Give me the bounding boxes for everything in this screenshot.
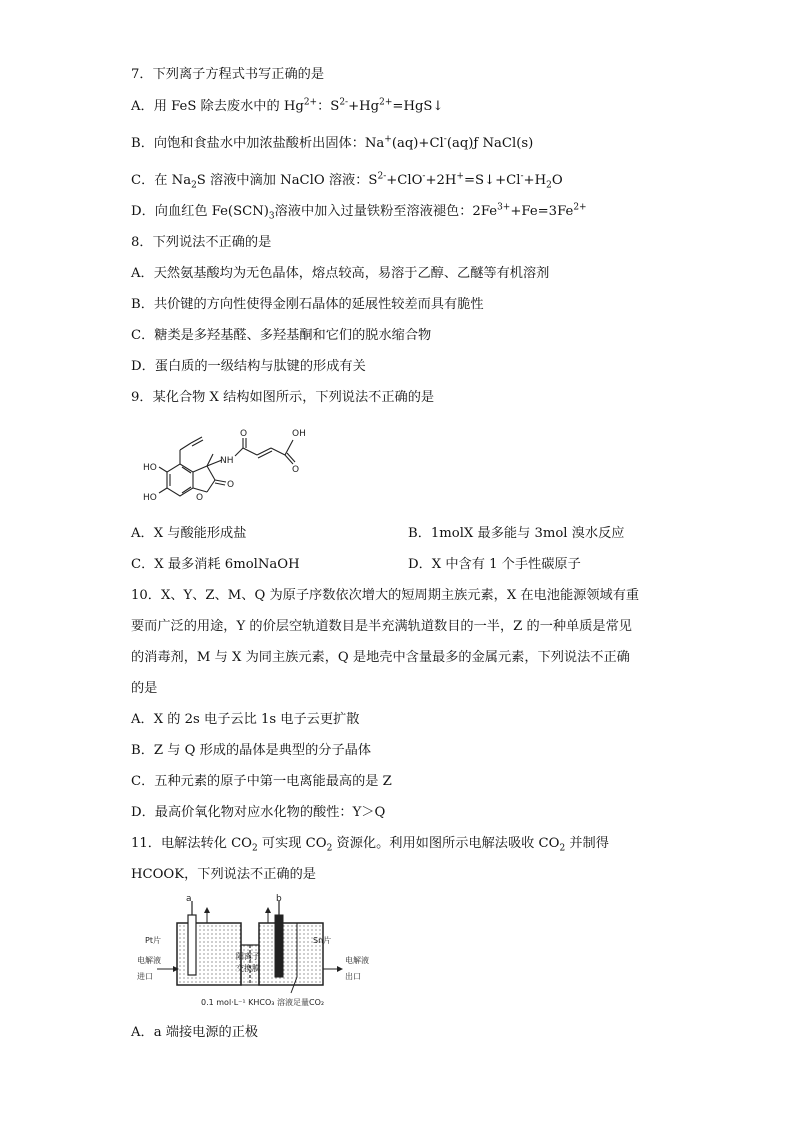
q10-option-b: B．Z 与 Q 形成的晶体是典型的分子晶体 <box>131 743 372 758</box>
outlet-label-2: 出口 <box>345 972 361 981</box>
electrolysis-cell-diagram <box>135 893 375 1013</box>
compound-x-structure <box>135 420 325 516</box>
sn-label: Sn片 <box>313 936 332 945</box>
o-label-acid: O <box>292 465 300 475</box>
q10-option-d: D．最高价氧化物对应水化物的酸性：Y＞Q <box>131 805 386 820</box>
q8-option-b: B．共价键的方向性使得金刚石晶体的延展性较差而具有脆性 <box>131 297 484 312</box>
q10-option-c: C．五种元素的原子中第一电离能最高的是 Z <box>131 774 392 789</box>
co2-label: 足量CO₂ <box>293 998 325 1007</box>
pt-electrode <box>188 915 196 975</box>
pt-label: Pt片 <box>145 936 161 945</box>
q7-option-b: B．向饱和食盐水中加浓盐酸析出固体：Na+(aq)+Cl-(aq)ƒ NaCl(s) <box>131 134 534 151</box>
q11-stem-line-2: HCOOK，下列说法不正确的是 <box>131 867 316 882</box>
nh-label: NH <box>220 456 234 466</box>
terminal-b-label: b <box>276 894 282 904</box>
membrane-label-1: 阳离子 <box>236 952 260 961</box>
q11-stem-line-1: 11．电解法转化 $CO_2$ 可实现 $CO_2$ 资源化。利用如图所示电解法吸收 $CO_2$ 并制得 <box>131 836 609 854</box>
inlet-label-1: 电解液 <box>137 956 161 965</box>
q8-stem: 8．下列说法不正确的是 <box>131 235 272 250</box>
q10-option-a: A．X 的 2s 电子云比 1s 电子云更扩散 <box>131 712 360 727</box>
q7-option-c: C．在 $Na_2S$ 溶液中滴加 NaClO 溶液：$S^{2-}+ClO^-+2H^+=S↓+Cl^-+H_2O$ <box>131 171 563 191</box>
q7-stem: 7．下列离子方程式书写正确的是 <box>131 67 325 82</box>
membrane-label-2: 交换膜 <box>236 964 260 973</box>
q8-option-d: D．蛋白质的一级结构与肽键的形成有关 <box>131 359 366 374</box>
q9-stem: 9．某化合物 X 结构如图所示，下列说法不正确的是 <box>131 390 435 405</box>
o-label-amide: O <box>240 429 248 439</box>
q11-option-a: A．a 端接电源的正极 <box>131 1025 259 1040</box>
q10-stem-line-1: 10．X、Y、Z、M、Q 为原子序数依次增大的短周期主族元素，X 在电池能源领域有重 <box>131 588 640 603</box>
terminal-a-label: a <box>186 894 192 904</box>
q10-stem-line-4: 的是 <box>131 681 158 696</box>
ho-label-1: HO <box>143 463 157 473</box>
o-label-ring: O <box>196 493 204 503</box>
o-label-ketone: O <box>227 480 235 490</box>
outlet-label-1: 电解液 <box>345 956 369 965</box>
sn-electrode <box>275 915 283 977</box>
q7-option-a: A．用 FeS 除去废水中的 $Hg^{2+}$：$S^{2-}+Hg^{2+}=HgS↓$ <box>131 97 444 114</box>
q7-option-d: D．向血红色 $Fe(SCN)_3$溶液中加入过量铁粉至溶液褪色：$2Fe^{3+}+Fe=3Fe^{2+}$ <box>131 202 587 222</box>
anode-chamber <box>177 923 241 985</box>
q8-option-a: A．天然氨基酸均为无色晶体，熔点较高，易溶于乙醇、乙醚等有机溶剂 <box>131 266 550 281</box>
q9-option-a: A．X 与酸能形成盐 <box>131 526 247 541</box>
solution-label: 0.1 mol·L⁻¹ KHCO₃ 溶液 <box>201 998 294 1007</box>
q10-stem-line-3: 的消毒剂，M 与 X 为同主族元素，Q 是地壳中含量最多的金属元素，下列说法不正确 <box>131 650 630 665</box>
q9-option-c: C．X 最多消耗 6molNaOH <box>131 557 300 572</box>
q8-option-c: C．糖类是多羟基醛、多羟基酮和它们的脱水缩合物 <box>131 328 432 343</box>
ho-label-2: HO <box>143 493 157 503</box>
q9-option-b: B．1molX 最多能与 3mol 溴水反应 <box>408 526 625 541</box>
oh-label-acid: OH <box>292 429 306 439</box>
q10-stem-line-2: 要而广泛的用途，Y 的价层空轨道数目是半充满轨道数目的一半，Z 的一种单质是常见 <box>131 619 632 634</box>
q9-option-d: D．X 中含有 1 个手性碳原子 <box>408 557 581 572</box>
cathode-chamber <box>259 923 323 985</box>
inlet-label-2: 进口 <box>137 972 153 981</box>
